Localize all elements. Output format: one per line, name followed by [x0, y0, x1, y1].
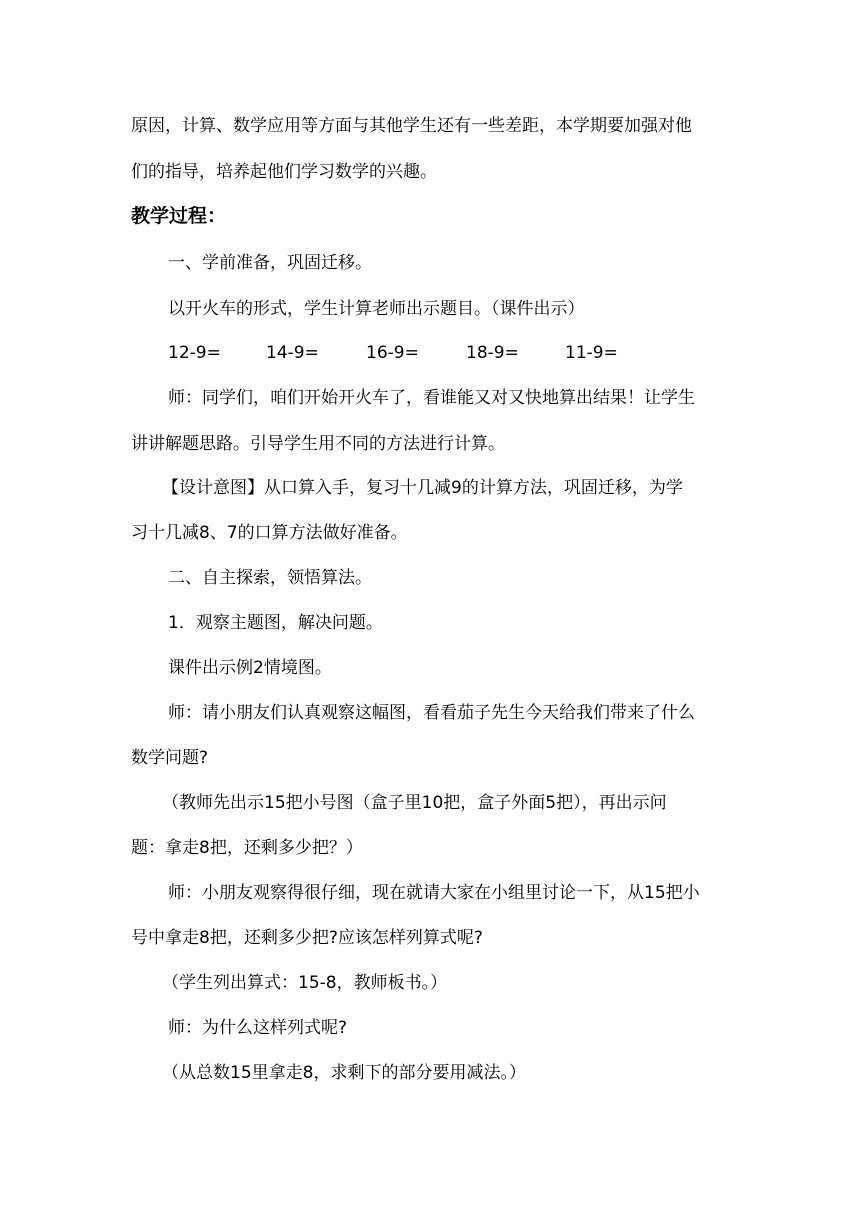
section-heading: 教学过程： — [131, 205, 227, 227]
text-line: 师：请小朋友们认真观察这幅图，看看茄子先生今天给我们带来了什么 — [168, 703, 695, 723]
text-line: （学生列出算式：15-8，教师板书。） — [162, 973, 448, 993]
exercise: 11-9= — [565, 343, 618, 363]
subsection-heading: 二、自主探索，领悟算法。 — [168, 568, 372, 588]
text-line: 原因，计算、数学应用等方面与其他学生还有一些差距，本学期要加强对他 — [131, 116, 692, 136]
text-line: 师：同学们，咱们开始开火车了，看谁能又对又快地算出结果！让学生 — [168, 388, 695, 408]
text-line: （教师先出示15把小号图（盒子里10把，盒子外面5把），再出示问 — [162, 793, 667, 813]
text-line: 数学问题? — [131, 748, 209, 768]
text-line: 习十几减8、7的口算方法做好准备。 — [131, 523, 408, 543]
text-line: 讲讲解题思路。引导学生用不同的方法进行计算。 — [131, 434, 505, 454]
text-line: 1．观察主题图，解决问题。 — [168, 613, 383, 633]
exercise: 16-9= — [366, 343, 419, 363]
text-line: 师：小朋友观察得很仔细，现在就请大家在小组里讨论一下，从15把小 — [168, 883, 700, 903]
exercise: 18-9= — [466, 343, 519, 363]
text-line: 号中拿走8把，还剩多少把?应该怎样列算式呢? — [131, 928, 483, 948]
text-line: 以开火车的形式，学生计算老师出示题目。（课件出示） — [168, 299, 585, 319]
text-line: 课件出示例2情境图。 — [168, 658, 332, 678]
text-line: 一、学前准备，巩固迁移。 — [168, 253, 372, 273]
exercise: 12-9= — [168, 343, 221, 363]
text-line: （从总数15里拿走8，求剩下的部分要用减法。） — [162, 1063, 526, 1083]
text-line: 师：为什么这样列式呢? — [168, 1018, 348, 1038]
text-line: 们的指导，培养起他们学习数学的兴趣。 — [131, 162, 437, 182]
exercise-row — [0, 341, 860, 365]
text-line: 题：拿走8把，还剩多少把？） — [131, 838, 363, 858]
design-intent-line: 【设计意图】从口算入手，复习十几减9的计算方法，巩固迁移，为学 — [162, 478, 683, 498]
exercise: 14-9= — [266, 343, 319, 363]
